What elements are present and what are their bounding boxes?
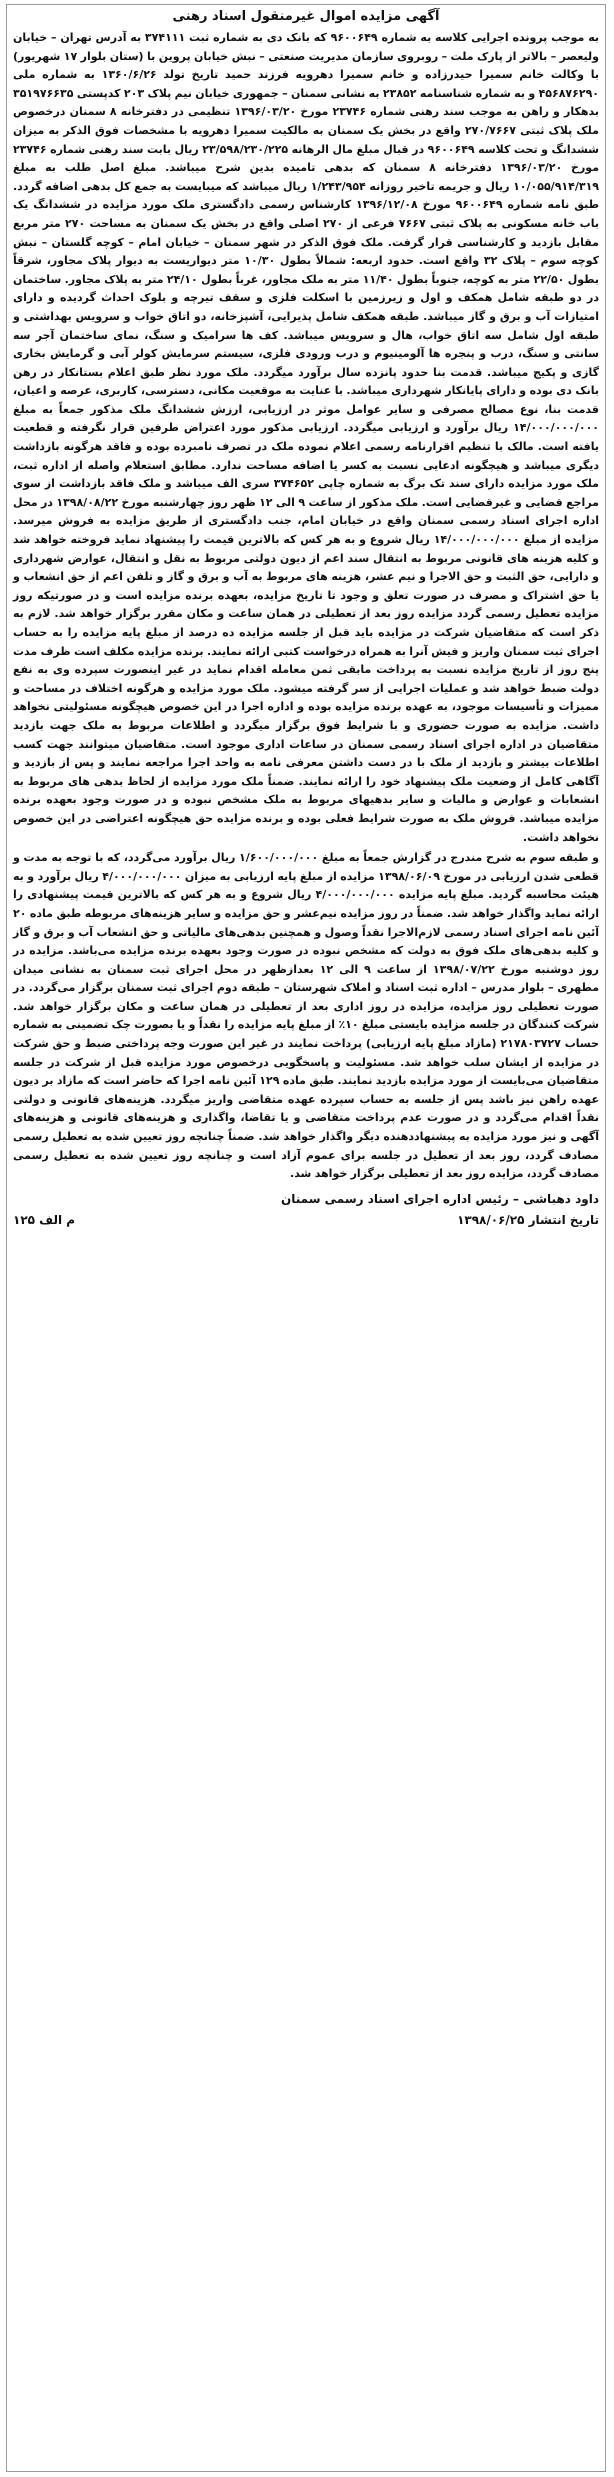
publish-info [13, 1211, 599, 1230]
signature: داود دهباشی – رئیس اداره اجرای اسناد رسمی سمنان [281, 1191, 599, 1206]
notice-frame [6, 4, 606, 2472]
reference-number: م الف ۱۲۵ [13, 1212, 76, 1227]
publish-date: تاریخ انتشار ۱۳۹۸/۰۶/۲۵ [457, 1212, 599, 1227]
notice-body-main: به موجب پرونده اجرایی کلاسه به شماره ۹۶۰۰۶۴۹ که بانک دی به شماره ثبت ۳۷۴۱۱۱ به آدرس تهران – خیابان ولیعصر – بالاتر از پارک ملت – روبروی سازمان مدیریت صنعتی – نبش خیابان پروین با (ستان بلوار ۱۷ شهریور) با وکالت خانم سمیرا حیدرزاده و خانم سمیرا دهرویه فرزند حمید تاریخ تولد ۱۳۶۰/۶/۲۶ به شماره ملی ۴۵۶۸۷۶۲۹۰ و به شماره شناسنامه ۲۳۸۵۲ به نشانی سمنان – جمهوری خیابان نیم پلاک ۲۰۳ کدپستی ۳۵۱۹۷۶۶۳۵ بدهکار و راهن به موجب سند رهنی شماره ۲۳۷۴۶ مورخ ۱۳۹۶/۰۳/۲۰ تنظیمی در دفترخانه ۸ سمنان درخصوص ملک پلاک ثبتی ۲۷۰/۷۶۶۷ واقع در بخش یک سمنان به مالکیت سمیرا دهرویه با مشخصات فوق الذکر به میزان ششدانگ و تحت کلاسه ۹۶۰۰۶۴۹ در قبال مبلغ مال الرهانه ۲۳/۵۹۸/۲۳۰/۲۲۵ ریال بابت سند رهنی شماره ۲۳۷۴۶ مورخ ۱۳۹۶/۰۳/۲۰ دفترخانه ۸ سمنان که بدهی تامیده بدین شرح میباشد. مبلغ اصل طلب به مبلغ ۱۰/۰۵۵/۹۱۴/۳۱۹ ریال و جریمه تاخیر روزانه ۱/۲۴۳/۹۵۴ ریال میباشد که میبایست به جمع کل بدهی اضافه گردد. طبق نامه شماره ۹۶۰۰۶۴۹ مورخ ۱۳۹۶/۱۲/۰۸ کارشناس رسمی دادگستری ملک مورد مزایده در ششدانگ یک باب خانه مسکونی به پلاک ثبتی ۷۶۶۷ فرعی از ۲۷۰ اصلی واقع در بخش یک سمنان به مساحت ۲۷۰ متر مربع مقابل بازدید و کارشناسی قرار گرفت. ملک فوق الذکر در شهر سمنان – خیابان امام – کوچه گلستان – نبش کوچه سوم – پلاک ۳۲ واقع است. حدود اربعه: شمالاً بطول ۱۰/۳۰ متر دیواریست به دیوار پلاک مجاور، شرقاً بطول ۲۲/۵۰ متر به کوچه، جنوباً بطول ۱۱/۴۰ متر به ملک مجاور، غرباً بطول ۲۴/۱۰ متر به پلاک مجاور. ساختمان در دو طبقه شامل همکف و اول و زیرزمین با اسکلت فلزی و سقف تیرچه و بلوک احداث گردیده و دارای امتیازات آب و برق و گاز میباشد. طبقه همکف شامل پذیرایی، آشپزخانه، دو اتاق خواب و سرویس بهداشتی و طبقه اول شامل سه اتاق خواب، هال و سرویس میباشد. کف ها سرامیک و سنگ، نمای ساختمان آجر سه سانتی و سنگ، درب و پنجره ها آلومینیوم و درب ورودی فلزی، سیستم سرمایش کولر آبی و گرمایش بخاری گازی و پکیج میباشد. قدمت بنا حدود پانزده سال برآورد میگردد. ملک مورد نظر طبق اعلام بستانکار در رهن بانک دی بوده و دارای پایانکار شهرداری میباشد. با عنایت به موقعیت مکانی، دسترسی، کاربری، عرصه و اعیان، قدمت بنا، نوع مصالح مصرفی و سایر عوامل موثر در ارزیابی، ارزش ششدانگ ملک مذکور جمعاً به مبلغ ۱۴/۰۰۰/۰۰۰/۰۰۰ ریال برآورد و ارزیابی میگردد. ارزیابی مذکور مورد اعتراض طرفین قرار نگرفته و قطعیت یافته است. مالک با تنظیم اقرارنامه رسمی اعلام نموده ملک در تصرف نامبرده بوده و فاقد هرگونه بازداشت دیگری میباشد و هیچگونه ادعایی نسبت به کسر یا اضافه مساحت ندارد. مطابق استعلام واصله از اداره ثبت، ملک مورد مزایده دارای سند تک برگ به شماره چاپی ۳۷۴۶۵۲ سری الف میباشد و ملک فاقد بازداشت از سوی مراجع قضایی و غیرقضایی است. ملک مذکور از ساعت ۹ الی ۱۲ ظهر روز چهارشنبه مورخ ۱۳۹۸/۰۸/۲۲ در محل اداره اجرای اسناد رسمی سمنان واقع در خیابان امام، جنب دادگستری از طریق مزایده به فروش میرسد. مزایده از مبلغ ۱۴/۰۰۰/۰۰۰/۰۰۰ ریال شروع و به هر کس که بالاترین قیمت را پیشنهاد نماید فروخته خواهد شد و کلیه هزینه های قانونی مربوط به انتقال سند اعم از دیون دولتی مربوط به نقل و انتقال، عوارض شهرداری و دارایی، حق الثبت و حق الاجرا و نیم عشر، هزینه های مربوط به آب و برق و گاز و تلفن اعم از حق انشعاب و یا حق اشتراک و مصرف در صورت تعلق و وجود تا تاریخ مزایده، بعهده برنده مزایده است و در صورتیکه روز مزایده تعطیل رسمی گردد مزایده روز بعد از تعطیلی در همان ساعت و مکان مقرر برگزار خواهد شد. لازم به ذکر است که متقاضیان شرکت در مزایده باید قبل از جلسه مزایده ده درصد از مبلغ پایه مزایده را به حساب اجرای ثبت سمنان واریز و فیش آنرا به همراه درخواست کتبی ارائه نمایند. برنده مزایده مکلف است ظرف مدت پنج روز از تاریخ مزایده نسبت به پرداخت مابقی ثمن معامله اقدام نماید در غیر اینصورت سپرده وی به نفع دولت ضبط خواهد شد و عملیات اجرایی از سر گرفته میشود. ملک مورد مزایده و هرگونه اختلاف در مساحت و ممیزات و تأسیسات موجود، به عهده برنده مزایده بوده و اداره اجرا در این خصوص هیچگونه مسئولیتی نخواهد داشت. مزایده به صورت حضوری و با شرایط فوق برگزار میگردد و اطلاعات مربوط به ملک جهت بازدید متقاضیان در اداره اجرای اسناد رسمی سمنان در ساعات اداری موجود است. متقاضیان میتوانند جهت کسب اطلاعات بیشتر و بازدید از ملک با در دست داشتن معرفی نامه به واحد اجرا مراجعه نمایند و پس از بازدید و آگاهی کامل از وضعیت ملک پیشنهاد خود را ارائه نمایند. ضمناً ملک مورد مزایده از لحاظ بدهی های مربوط به انشعابات و عوارض و مالیات و سایر بدهیهای مربوط به ملک مشخص نبوده و در صورت وجود بعهده برنده مزایده میباشد. فروش ملک به صورت شرایط فعلی بوده و برنده مزایده حق هیچگونه اعتراضی در این خصوص نخواهد داشت. [13, 31, 600, 844]
notice-body-continuation: و طبقه سوم به شرح مندرج در گزارش جمعاً به مبلغ ۱/۶۰۰/۰۰۰/۰۰۰ ریال برآورد می‌گردد، که با توجه به مدت و قطعی شدن ارزیابی در مورخ ۱۳۹۸/۰۶/۰۹ مزایده از مبلغ پایه ارزیابی به میزان ۴/۰۰۰/۰۰۰/۰۰۰ ریال برآورد و به هیئت محاسبه گردید. مبلغ پایه مزایده ۴/۰۰۰/۰۰۰/۰۰۰ ریال شروع و به هر کس که بالاترین قیمت پیشنهادی را ارائه نماید واگذار خواهد شد. ضمناً در روز مزایده نیم‌عشر و حق مزایده و سایر هزینه‌های مربوطه طبق ماده ۲۰ آئین نامه اجرای اسناد رسمی لازم‌الاجرا نقداً وصول و همچنین بدهی‌های مالیاتی و حق انشعاب آب و برق و گاز و کلیه بدهی‌های ملک فوق به دولت که مشخص نبوده در صورت وجود بعهده برنده مزایده می‌باشد. مزایده در روز دوشنبه مورخ ۱۳۹۸/۰۷/۲۲ از ساعت ۹ الی ۱۲ بعدازظهر در محل اجرای ثبت سمنان به نشانی میدان مطهری – بلوار مدرس – اداره ثبت اسناد و املاک شهرستان – طبقه دوم اجرای ثبت سمنان برگزار می‌گردد. در صورت تعطیلی روز مزایده، مزایده در روز اداری بعد از تعطیلی در همان ساعت و مکان برگزار خواهد شد. شرکت کنندگان در جلسه مزایده بایستی مبلغ ۱۰٪ از مبلغ پایه مزایده را نقداً و یا بصورت چک تضمینی به شماره حساب ۲۱۷۸۰۳۷۲۷ (مازاد مبلغ پایه ارزیابی) پرداخت نمایند در غیر این صورت وجه پرداختی ضبط و حق شرکت در مزایده از ایشان سلب خواهد شد. مسئولیت و پاسخگویی درخصوص مورد مزایده قبل از شرکت در جلسه متقاضیان می‌بایست از مورد مزایده بازدید نمایند. طبق ماده ۱۲۹ آئین نامه اجرا که حاضر است که مازاد بر دیون عهده راهن نیز باشد پس از جلسه به حساب سپرده عهده متقاضی واریز میگردد. هزینه‌های قانونی و دولتی نقداً اقدام می‌گردد و در صورت عدم پرداخت متقاضی و یا تقاضا، واگذاری و هزینه‌های قانونی و هزینه‌های آگهی و نیز مورد مزایده به پیشنهاد‌دهنده دیگر واگذار خواهد شد. ضمناً چنانچه روز تعیین شده به تعطیل رسمی مصادف گردد، روز بعد از تعطیل در جلسه برای عموم آزاد است و چنانچه روز تعیین شده به تعطیل رسمی مصادف گردد، مزایده روز بعد از تعطیلی برگزار خواهد شد. [13, 851, 600, 1181]
notice-title: آگهی مزایده اموال غیرمنقول اسناد رهنی [172, 9, 440, 24]
